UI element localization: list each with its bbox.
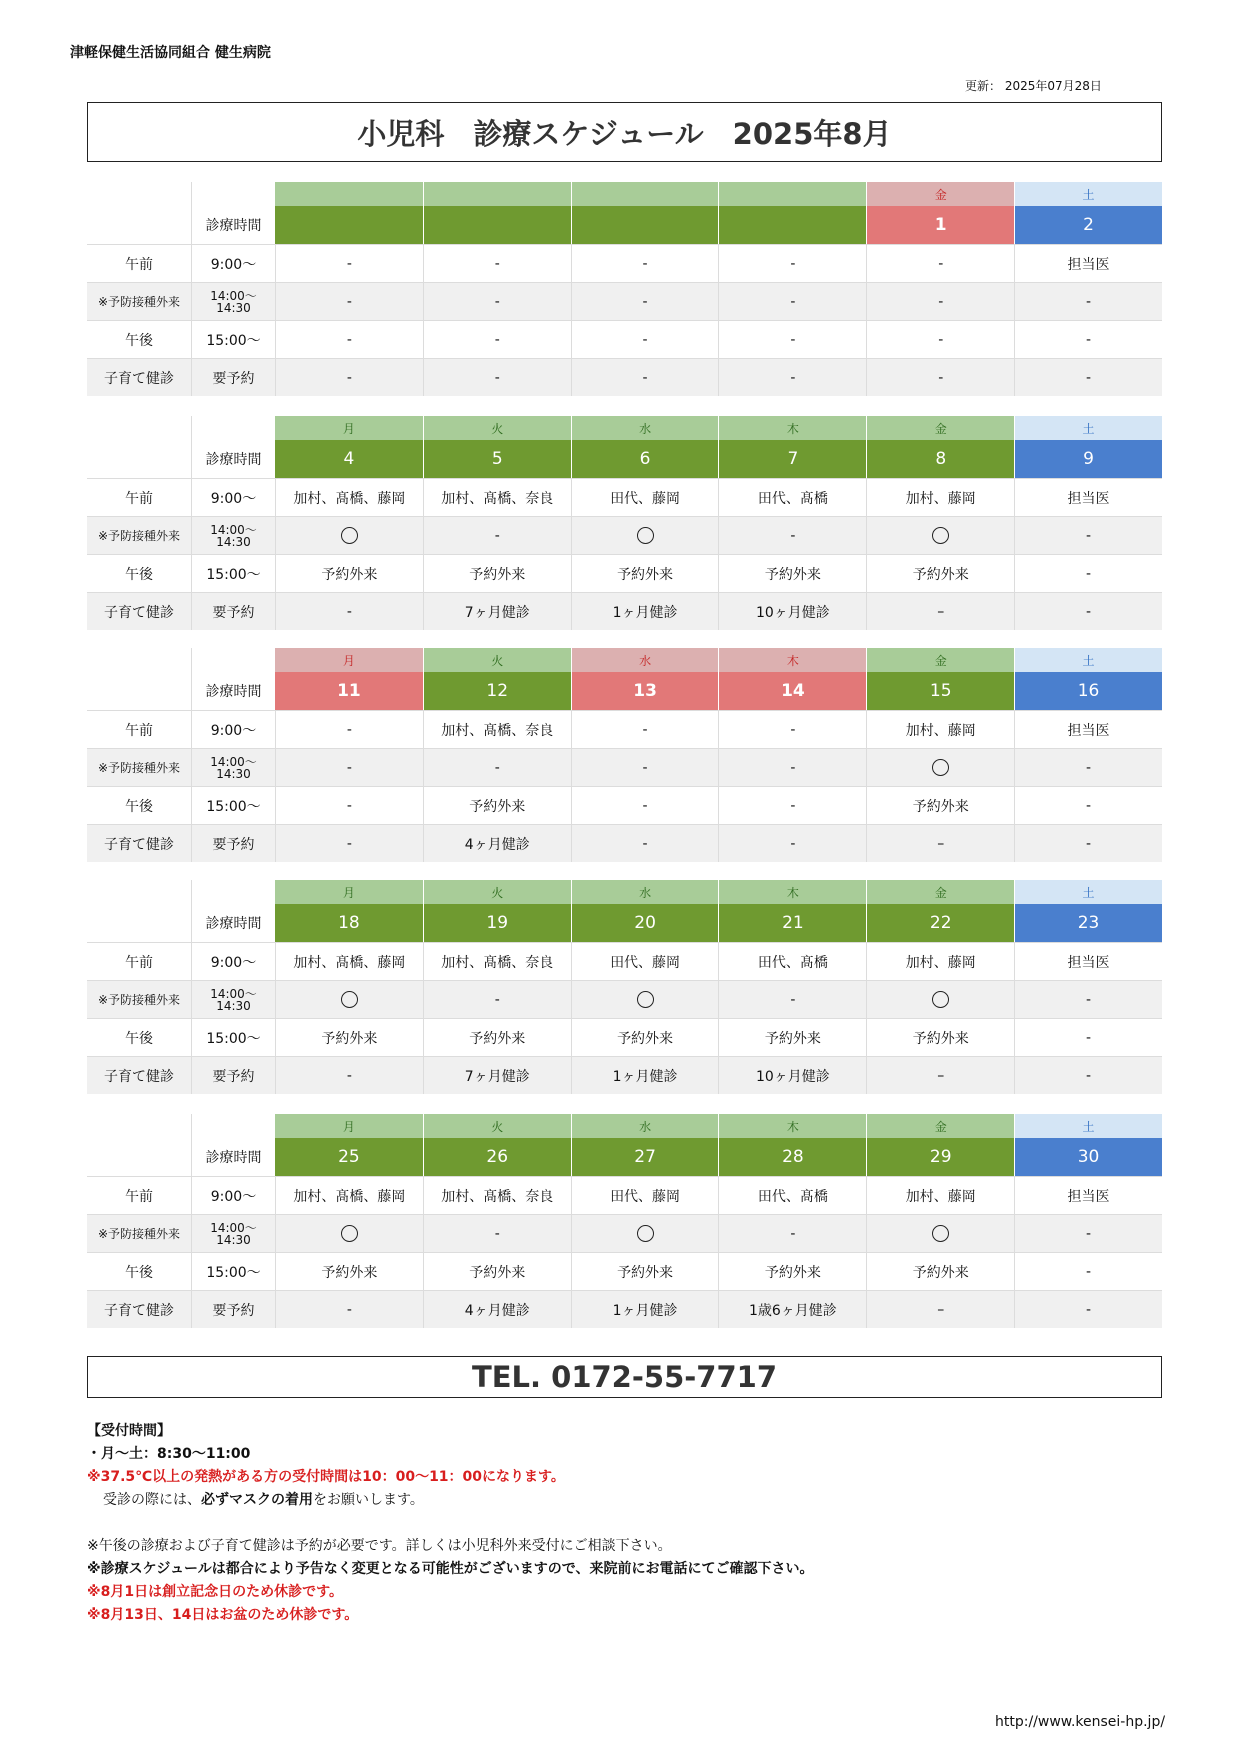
- afternoon-cell: 予約外来: [423, 554, 571, 592]
- corner-blank: [87, 1138, 191, 1176]
- vaccination-cell: [866, 516, 1014, 554]
- vaccination-cell: [866, 748, 1014, 786]
- afternoon-label: 午後: [87, 1018, 191, 1056]
- day-of-week: 火: [423, 1114, 571, 1138]
- closed-obon-note: ※8月13日、14日はお盆のため休診です。: [87, 1607, 359, 1623]
- corner-blank: [87, 1114, 191, 1138]
- checkup-cell: 1歳6ヶ月健診: [718, 1290, 866, 1328]
- day-of-week: 火: [423, 416, 571, 440]
- afternoon-cell: 予約外来: [718, 554, 866, 592]
- afternoon-cell: 予約外来: [718, 1252, 866, 1290]
- afternoon-cell: 予約外来: [571, 1018, 719, 1056]
- date-cell: 29: [866, 1138, 1014, 1176]
- vaccination-label: ※予防接種外来: [87, 516, 191, 554]
- vaccination-time-start: 14:00〜: [210, 986, 257, 1001]
- reception-heading: 【受付時間】: [87, 1423, 171, 1439]
- date-cell: 5: [423, 440, 571, 478]
- organization-name: 津軽保健生活協同組合 健生病院: [70, 45, 271, 61]
- afternoon-label: 午後: [87, 786, 191, 824]
- checkup-label: 子育て健診: [87, 824, 191, 862]
- day-of-week: 金: [866, 1114, 1014, 1138]
- day-of-week: 月: [275, 1114, 423, 1138]
- vaccination-cell: -: [1014, 1214, 1162, 1252]
- checkup-label: 子育て健診: [87, 1290, 191, 1328]
- checkup-label: 子育て健診: [87, 358, 191, 396]
- checkup-cell: -: [571, 358, 719, 396]
- date-cell: 22: [866, 904, 1014, 942]
- afternoon-cell: -: [275, 320, 423, 358]
- morning-cell: 加村、髙橋、奈良: [423, 1176, 571, 1214]
- day-of-week: 土: [1014, 1114, 1162, 1138]
- date-cell: 6: [571, 440, 719, 478]
- date-cell: 14: [718, 672, 866, 710]
- vaccination-label: ※予防接種外来: [87, 282, 191, 320]
- vaccination-cell: [571, 516, 719, 554]
- telephone-number[interactable]: TEL. 0172-55-7717: [87, 1356, 1162, 1398]
- week-table: [87, 1114, 1162, 1328]
- checkup-cell: -: [1014, 1056, 1162, 1094]
- vaccination-cell: -: [423, 1214, 571, 1252]
- vaccination-cell: [275, 516, 423, 554]
- afternoon-cell: 予約外来: [571, 1252, 719, 1290]
- date-cell: [423, 206, 571, 244]
- day-of-week: 水: [571, 416, 719, 440]
- day-of-week: 土: [1014, 182, 1162, 206]
- vaccination-cell: -: [1014, 748, 1162, 786]
- morning-cell: 担当医: [1014, 710, 1162, 748]
- morning-cell: -: [718, 710, 866, 748]
- afternoon-time: 15:00〜: [191, 320, 275, 358]
- date-cell: 30: [1014, 1138, 1162, 1176]
- available-circle-icon: [637, 991, 654, 1008]
- morning-cell: 加村、髙橋、奈良: [423, 710, 571, 748]
- checkup-cell: -: [571, 824, 719, 862]
- morning-time: 9:00〜: [191, 478, 275, 516]
- morning-cell: 加村、髙橋、藤岡: [275, 1176, 423, 1214]
- checkup-cell: -: [1014, 592, 1162, 630]
- checkup-cell: 4ヶ月健診: [423, 824, 571, 862]
- afternoon-time: 15:00〜: [191, 554, 275, 592]
- vaccination-time-start: 14:00〜: [210, 754, 257, 769]
- morning-cell: -: [571, 244, 719, 282]
- checkup-cell: -: [275, 358, 423, 396]
- vaccination-cell: [275, 980, 423, 1018]
- day-of-week: 水: [571, 1114, 719, 1138]
- corner-blank: [87, 440, 191, 478]
- day-of-week: 土: [1014, 416, 1162, 440]
- shinryo-label: 診療時間: [191, 672, 275, 710]
- day-of-week: 月: [275, 648, 423, 672]
- checkup-cell: –: [866, 1056, 1014, 1094]
- date-cell: 20: [571, 904, 719, 942]
- vaccination-time: [191, 980, 275, 1018]
- shinryo-label: 診療時間: [191, 904, 275, 942]
- vaccination-cell: [571, 1214, 719, 1252]
- morning-cell: -: [571, 710, 719, 748]
- day-of-week: 木: [718, 416, 866, 440]
- morning-cell: 田代、髙橋: [718, 942, 866, 980]
- checkup-cell: –: [866, 1290, 1014, 1328]
- corner-blank: [87, 182, 191, 206]
- morning-cell: 加村、藤岡: [866, 478, 1014, 516]
- morning-cell: 加村、髙橋、奈良: [423, 942, 571, 980]
- vaccination-cell: -: [571, 282, 719, 320]
- reservation-note: ※午後の診療および子育て健診は予約が必要です。詳しくは小児科外来受付にご相談下さい。: [87, 1538, 672, 1554]
- afternoon-cell: 予約外来: [423, 1252, 571, 1290]
- day-of-week: 金: [866, 648, 1014, 672]
- vaccination-time: [191, 748, 275, 786]
- date-cell: 23: [1014, 904, 1162, 942]
- vaccination-cell: -: [423, 282, 571, 320]
- updated-date: 更新： 2025年07月28日: [965, 79, 1102, 93]
- week-table: [87, 648, 1162, 862]
- corner-blank: [87, 416, 191, 440]
- fever-note: ※37.5℃以上の発熱がある方の受付時間は10：00〜11：00になります。: [87, 1469, 565, 1485]
- page-title: 小児科 診療スケジュール 2025年8月: [87, 102, 1162, 162]
- available-circle-icon: [637, 527, 654, 544]
- vaccination-time: [191, 1214, 275, 1252]
- vaccination-cell: -: [718, 980, 866, 1018]
- checkup-time: 要予約: [191, 1056, 275, 1094]
- vaccination-label: ※予防接種外来: [87, 748, 191, 786]
- vaccination-time: [191, 282, 275, 320]
- available-circle-icon: [932, 759, 949, 776]
- vaccination-cell: [571, 980, 719, 1018]
- checkup-cell: 4ヶ月健診: [423, 1290, 571, 1328]
- mask-note: 受診の際には、必ずマスクの着用をお願いします。: [103, 1492, 424, 1508]
- date-cell: 25: [275, 1138, 423, 1176]
- date-cell: 7: [718, 440, 866, 478]
- afternoon-cell: 予約外来: [866, 1252, 1014, 1290]
- checkup-cell: 1ヶ月健診: [571, 1056, 719, 1094]
- vaccination-cell: [275, 1214, 423, 1252]
- date-cell: 19: [423, 904, 571, 942]
- vaccination-cell: -: [866, 282, 1014, 320]
- vaccination-time-end: 14:30: [216, 998, 251, 1013]
- day-of-week: 火: [423, 648, 571, 672]
- available-circle-icon: [932, 991, 949, 1008]
- week-table: [87, 880, 1162, 1094]
- checkup-cell: -: [423, 358, 571, 396]
- available-circle-icon: [932, 527, 949, 544]
- afternoon-label: 午後: [87, 554, 191, 592]
- morning-cell: -: [423, 244, 571, 282]
- afternoon-cell: 予約外来: [423, 1018, 571, 1056]
- corner-blank: [191, 648, 275, 672]
- date-cell: 2: [1014, 206, 1162, 244]
- day-of-week: [423, 182, 571, 206]
- afternoon-cell: -: [571, 320, 719, 358]
- morning-cell: 担当医: [1014, 244, 1162, 282]
- vaccination-time-start: 14:00〜: [210, 522, 257, 537]
- morning-time: 9:00〜: [191, 1176, 275, 1214]
- shinryo-label: 診療時間: [191, 440, 275, 478]
- afternoon-cell: -: [1014, 786, 1162, 824]
- vaccination-time-end: 14:30: [216, 766, 251, 781]
- afternoon-cell: -: [275, 786, 423, 824]
- vaccination-cell: -: [1014, 282, 1162, 320]
- vaccination-cell: -: [718, 1214, 866, 1252]
- afternoon-cell: -: [1014, 554, 1162, 592]
- morning-cell: 田代、藤岡: [571, 478, 719, 516]
- afternoon-time: 15:00〜: [191, 1018, 275, 1056]
- corner-blank: [191, 182, 275, 206]
- morning-cell: 担当医: [1014, 478, 1162, 516]
- morning-cell: 田代、髙橋: [718, 1176, 866, 1214]
- date-cell: 21: [718, 904, 866, 942]
- morning-label: 午前: [87, 478, 191, 516]
- morning-time: 9:00〜: [191, 710, 275, 748]
- corner-blank: [191, 416, 275, 440]
- checkup-cell: -: [718, 824, 866, 862]
- date-cell: 13: [571, 672, 719, 710]
- morning-label: 午前: [87, 942, 191, 980]
- notes-section: [87, 1420, 814, 1627]
- afternoon-cell: -: [718, 320, 866, 358]
- checkup-cell: 7ヶ月健診: [423, 592, 571, 630]
- checkup-label: 子育て健診: [87, 592, 191, 630]
- date-cell: 12: [423, 672, 571, 710]
- checkup-cell: -: [275, 824, 423, 862]
- checkup-cell: -: [275, 1290, 423, 1328]
- checkup-cell: 10ヶ月健診: [718, 592, 866, 630]
- day-of-week: 土: [1014, 880, 1162, 904]
- date-cell: 4: [275, 440, 423, 478]
- date-cell: 9: [1014, 440, 1162, 478]
- checkup-cell: -: [1014, 824, 1162, 862]
- day-of-week: [571, 182, 719, 206]
- available-circle-icon: [341, 527, 358, 544]
- vaccination-cell: -: [1014, 980, 1162, 1018]
- checkup-cell: 1ヶ月健診: [571, 1290, 719, 1328]
- checkup-cell: -: [718, 358, 866, 396]
- vaccination-time-end: 14:30: [216, 534, 251, 549]
- vaccination-cell: -: [423, 980, 571, 1018]
- checkup-time: 要予約: [191, 592, 275, 630]
- corner-blank: [87, 880, 191, 904]
- checkup-cell: -: [1014, 358, 1162, 396]
- vaccination-cell: [866, 980, 1014, 1018]
- date-cell: 8: [866, 440, 1014, 478]
- checkup-time: 要予約: [191, 1290, 275, 1328]
- reception-hours: ・月〜土：8:30〜11:00: [87, 1446, 251, 1462]
- day-of-week: 月: [275, 880, 423, 904]
- checkup-cell: 10ヶ月健診: [718, 1056, 866, 1094]
- day-of-week: 金: [866, 182, 1014, 206]
- checkup-cell: -: [275, 1056, 423, 1094]
- afternoon-cell: 予約外来: [866, 554, 1014, 592]
- afternoon-cell: 予約外来: [866, 786, 1014, 824]
- morning-label: 午前: [87, 244, 191, 282]
- vaccination-cell: -: [571, 748, 719, 786]
- vaccination-cell: -: [423, 516, 571, 554]
- vaccination-cell: -: [275, 748, 423, 786]
- day-of-week: 金: [866, 880, 1014, 904]
- date-cell: [571, 206, 719, 244]
- date-cell: 27: [571, 1138, 719, 1176]
- closed-aug1-note: ※8月1日は創立記念日のため休診です。: [87, 1584, 343, 1600]
- afternoon-label: 午後: [87, 320, 191, 358]
- checkup-cell: -: [275, 592, 423, 630]
- date-cell: [275, 206, 423, 244]
- shinryo-label: 診療時間: [191, 1138, 275, 1176]
- morning-cell: -: [718, 244, 866, 282]
- morning-cell: 田代、藤岡: [571, 942, 719, 980]
- afternoon-cell: -: [1014, 1018, 1162, 1056]
- schedule-change-note: ※診療スケジュールは都合により予告なく変更となる可能性がございますので、来院前にお電話にてご確認下さい。: [87, 1561, 814, 1577]
- afternoon-label: 午後: [87, 1252, 191, 1290]
- date-cell: 28: [718, 1138, 866, 1176]
- morning-cell: 田代、髙橋: [718, 478, 866, 516]
- vaccination-cell: -: [718, 282, 866, 320]
- morning-cell: 田代、藤岡: [571, 1176, 719, 1214]
- morning-cell: 加村、髙橋、藤岡: [275, 942, 423, 980]
- date-cell: 15: [866, 672, 1014, 710]
- vaccination-cell: -: [718, 516, 866, 554]
- morning-cell: 加村、髙橋、藤岡: [275, 478, 423, 516]
- vaccination-cell: -: [423, 748, 571, 786]
- day-of-week: 月: [275, 416, 423, 440]
- checkup-label: 子育て健診: [87, 1056, 191, 1094]
- morning-time: 9:00〜: [191, 244, 275, 282]
- morning-cell: 担当医: [1014, 1176, 1162, 1214]
- checkup-time: 要予約: [191, 824, 275, 862]
- available-circle-icon: [341, 1225, 358, 1242]
- afternoon-time: 15:00〜: [191, 1252, 275, 1290]
- date-cell: 18: [275, 904, 423, 942]
- week-table: [87, 182, 1162, 396]
- morning-time: 9:00〜: [191, 942, 275, 980]
- date-cell: 1: [866, 206, 1014, 244]
- afternoon-cell: -: [571, 786, 719, 824]
- day-of-week: 木: [718, 880, 866, 904]
- afternoon-cell: -: [718, 786, 866, 824]
- shinryo-label: 診療時間: [191, 206, 275, 244]
- corner-blank: [87, 648, 191, 672]
- afternoon-time: 15:00〜: [191, 786, 275, 824]
- afternoon-cell: 予約外来: [718, 1018, 866, 1056]
- corner-blank: [191, 1114, 275, 1138]
- afternoon-cell: -: [866, 320, 1014, 358]
- vaccination-time-start: 14:00〜: [210, 1220, 257, 1235]
- corner-blank: [87, 904, 191, 942]
- vaccination-label: ※予防接種外来: [87, 980, 191, 1018]
- afternoon-cell: -: [1014, 1252, 1162, 1290]
- date-cell: 11: [275, 672, 423, 710]
- morning-cell: 担当医: [1014, 942, 1162, 980]
- day-of-week: 火: [423, 880, 571, 904]
- date-cell: 16: [1014, 672, 1162, 710]
- vaccination-cell: -: [718, 748, 866, 786]
- vaccination-time-start: 14:00〜: [210, 288, 257, 303]
- checkup-cell: 7ヶ月健診: [423, 1056, 571, 1094]
- checkup-time: 要予約: [191, 358, 275, 396]
- afternoon-cell: 予約外来: [275, 554, 423, 592]
- vaccination-label: ※予防接種外来: [87, 1214, 191, 1252]
- vaccination-cell: -: [275, 282, 423, 320]
- afternoon-cell: 予約外来: [423, 786, 571, 824]
- day-of-week: 土: [1014, 648, 1162, 672]
- morning-cell: -: [275, 710, 423, 748]
- vaccination-time: [191, 516, 275, 554]
- day-of-week: 金: [866, 416, 1014, 440]
- morning-cell: -: [275, 244, 423, 282]
- morning-cell: 加村、藤岡: [866, 1176, 1014, 1214]
- day-of-week: 水: [571, 880, 719, 904]
- morning-cell: 加村、藤岡: [866, 942, 1014, 980]
- checkup-cell: 1ヶ月健診: [571, 592, 719, 630]
- checkup-cell: -: [866, 358, 1014, 396]
- morning-cell: -: [866, 244, 1014, 282]
- afternoon-cell: -: [1014, 320, 1162, 358]
- morning-cell: 加村、髙橋、奈良: [423, 478, 571, 516]
- day-of-week: 木: [718, 1114, 866, 1138]
- checkup-cell: –: [866, 592, 1014, 630]
- date-cell: 26: [423, 1138, 571, 1176]
- afternoon-cell: 予約外来: [275, 1018, 423, 1056]
- checkup-cell: -: [1014, 1290, 1162, 1328]
- available-circle-icon: [932, 1225, 949, 1242]
- afternoon-cell: -: [423, 320, 571, 358]
- vaccination-cell: [866, 1214, 1014, 1252]
- corner-blank: [191, 880, 275, 904]
- available-circle-icon: [637, 1225, 654, 1242]
- week-table: [87, 416, 1162, 630]
- corner-blank: [87, 672, 191, 710]
- available-circle-icon: [341, 991, 358, 1008]
- vaccination-time-end: 14:30: [216, 300, 251, 315]
- website-link[interactable]: http://www.kensei-hp.jp/: [995, 1714, 1166, 1730]
- day-of-week: 水: [571, 648, 719, 672]
- vaccination-cell: -: [1014, 516, 1162, 554]
- afternoon-cell: 予約外来: [571, 554, 719, 592]
- afternoon-cell: 予約外来: [275, 1252, 423, 1290]
- date-cell: [718, 206, 866, 244]
- afternoon-cell: 予約外来: [866, 1018, 1014, 1056]
- morning-label: 午前: [87, 1176, 191, 1214]
- day-of-week: [275, 182, 423, 206]
- morning-cell: 加村、藤岡: [866, 710, 1014, 748]
- corner-blank: [87, 206, 191, 244]
- checkup-cell: –: [866, 824, 1014, 862]
- morning-label: 午前: [87, 710, 191, 748]
- day-of-week: [718, 182, 866, 206]
- day-of-week: 木: [718, 648, 866, 672]
- vaccination-time-end: 14:30: [216, 1232, 251, 1247]
